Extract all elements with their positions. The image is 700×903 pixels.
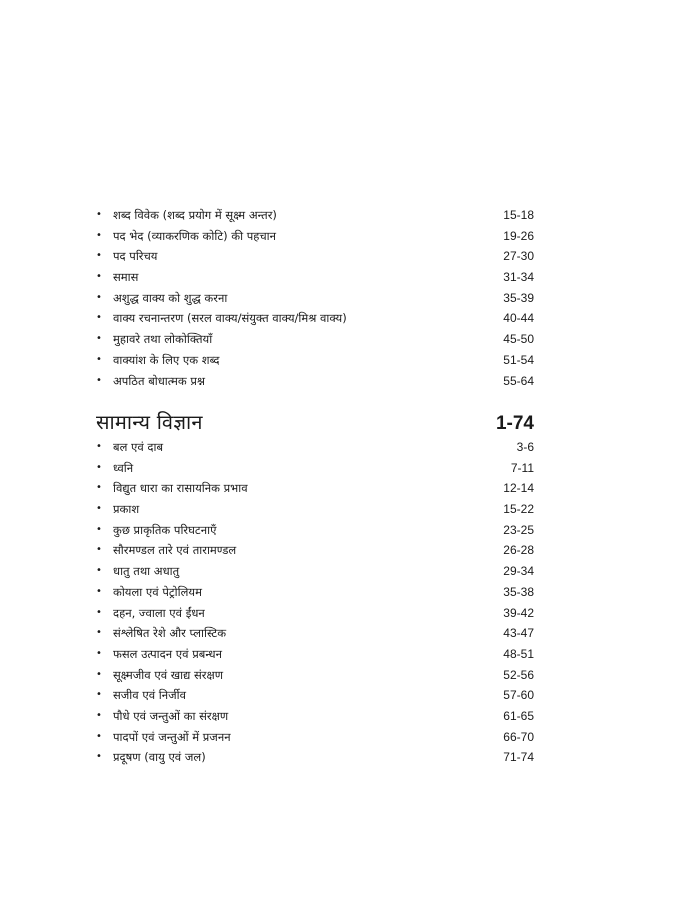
list-item — [96, 329, 534, 350]
item-title: दहन, ज्वाला एवं ईंधन — [113, 605, 205, 620]
item-pages: 31-34 — [503, 270, 534, 285]
item-pages: 29-34 — [503, 564, 534, 579]
list-item — [96, 520, 534, 541]
item-title: सजीव एवं निर्जीव — [113, 688, 187, 703]
item-pages: 26-28 — [503, 543, 534, 558]
item-title: मुहावरे तथा लोकोक्तियाँ — [113, 332, 213, 347]
item-pages: 55-64 — [503, 373, 534, 388]
item-title: कुछ प्राकृतिक परिघटनाएँ — [113, 522, 217, 537]
list-item — [96, 226, 534, 247]
item-title: सूक्ष्मजीव एवं खाद्य संरक्षण — [113, 667, 224, 682]
item-title: अशुद्ध वाक्य को शुद्ध करना — [113, 290, 228, 305]
bullet-icon: • — [96, 482, 102, 494]
item-title: शब्द विवेक (शब्द प्रयोग में सूक्ष्म अन्तर) — [113, 208, 277, 222]
item-title: विद्युत धारा का रासायनिक प्रभाव — [113, 481, 248, 496]
bullet-icon: • — [96, 730, 102, 742]
bullet-icon: • — [96, 374, 102, 386]
item-title: समास — [113, 270, 139, 285]
item-title: कोयला एवं पेट्रोलियम — [113, 584, 202, 599]
list-item — [96, 371, 534, 392]
item-pages: 52-56 — [503, 667, 534, 682]
item-pages: 35-39 — [503, 290, 534, 305]
item-title: धातु तथा अधातु — [113, 564, 180, 579]
list-item — [96, 458, 534, 479]
item-title: प्रकाश — [113, 502, 140, 517]
bullet-icon: • — [96, 333, 102, 345]
item-pages: 15-18 — [503, 208, 534, 222]
item-title: अपठित बोधात्मक प्रश्न — [113, 373, 206, 388]
item-pages: 35-38 — [503, 584, 534, 599]
item-pages: 23-25 — [503, 522, 534, 537]
list-item — [96, 288, 534, 309]
bullet-icon: • — [96, 751, 102, 763]
item-pages: 45-50 — [503, 332, 534, 347]
bullet-icon: • — [96, 461, 102, 473]
item-pages: 61-65 — [503, 708, 534, 723]
bullet-icon: • — [96, 229, 102, 241]
section-title: सामान्य विज्ञान — [96, 410, 203, 434]
item-pages: 15-22 — [503, 502, 534, 517]
list-item — [96, 267, 534, 288]
bullet-icon: • — [96, 689, 102, 701]
bullet-icon: • — [96, 565, 102, 577]
item-pages: 7-11 — [510, 460, 534, 475]
list-item — [96, 706, 534, 727]
item-pages: 71-74 — [503, 750, 534, 765]
bullet-icon: • — [96, 523, 102, 535]
item-title: बल एवं दाब — [113, 440, 164, 454]
list-item — [96, 540, 534, 561]
list-item — [96, 727, 534, 748]
bullet-icon: • — [96, 544, 102, 556]
section-heading — [96, 408, 534, 435]
bullet-icon: • — [96, 250, 102, 262]
bullet-icon: • — [96, 441, 102, 452]
section-pages: 1-74 — [495, 413, 534, 434]
list-item — [96, 561, 534, 582]
item-pages: 66-70 — [503, 729, 534, 744]
list-item — [96, 478, 534, 499]
item-pages: 43-47 — [503, 626, 534, 641]
item-title: ध्वनि — [113, 460, 134, 475]
item-pages: 3-6 — [516, 440, 534, 454]
item-title: संश्लेषित रेशे और प्लास्टिक — [113, 626, 227, 641]
bullet-icon: • — [96, 209, 102, 220]
list-item — [96, 246, 534, 267]
list-item — [96, 308, 534, 329]
bullet-icon: • — [96, 709, 102, 721]
list-item — [96, 685, 534, 706]
bullet-icon: • — [96, 647, 102, 659]
item-pages: 27-30 — [503, 249, 534, 264]
item-title: पौधे एवं जन्तुओं का संरक्षण — [113, 708, 229, 723]
item-pages: 48-51 — [503, 646, 534, 661]
item-pages: 57-60 — [503, 688, 534, 703]
item-pages: 12-14 — [503, 481, 534, 496]
item-title: वाक्यांश के लिए एक शब्द — [113, 352, 220, 367]
bullet-icon: • — [96, 606, 102, 618]
bullet-icon: • — [96, 503, 102, 515]
item-title: सौरमण्डल तारे एवं तारामण्डल — [113, 543, 237, 558]
hindi-grammar-list — [96, 205, 534, 391]
general-science-list — [96, 437, 534, 768]
bullet-icon: • — [96, 353, 102, 365]
list-item — [96, 582, 534, 603]
bullet-icon: • — [96, 668, 102, 680]
item-pages: 19-26 — [503, 228, 534, 243]
bullet-icon: • — [96, 627, 102, 639]
list-item — [96, 644, 534, 665]
bullet-icon: • — [96, 585, 102, 597]
bullet-icon: • — [96, 312, 102, 324]
list-item — [96, 350, 534, 371]
list-item — [96, 623, 534, 644]
bullet-icon: • — [96, 271, 102, 283]
bullet-icon: • — [96, 291, 102, 303]
item-title: वाक्य रचनान्तरण (सरल वाक्य/संयुक्त वाक्य/मिश्र वाक्य) — [113, 311, 347, 326]
list-item — [96, 205, 534, 226]
item-title: पद परिचय — [113, 249, 158, 264]
item-title: पादपों एवं जन्तुओं में प्रजनन — [113, 729, 231, 744]
item-title: प्रदूषण (वायु एवं जल) — [113, 750, 206, 765]
list-item — [96, 665, 534, 686]
item-pages: 51-54 — [503, 352, 534, 367]
item-pages: 40-44 — [503, 311, 534, 326]
list-item — [96, 437, 534, 458]
list-item — [96, 603, 534, 624]
list-item — [96, 747, 534, 768]
list-item — [96, 499, 534, 520]
item-title: फसल उत्पादन एवं प्रबन्धन — [113, 646, 222, 661]
item-pages: 39-42 — [503, 605, 534, 620]
item-title: पद भेद (व्याकरणिक कोटि) की पहचान — [113, 228, 277, 243]
